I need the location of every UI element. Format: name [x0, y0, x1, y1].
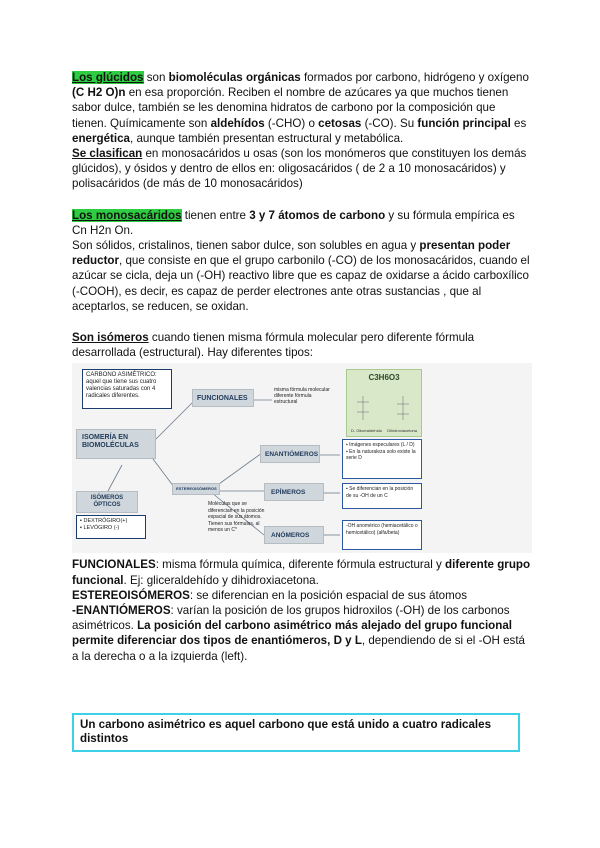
paragraph-isomeros: Son isómeros cuando tienen misma fórmula molecular pero diferente fórmula desarrollada (estructural). Hay diferentes tipos:	[72, 331, 475, 360]
structure-formula: C3H6O3	[368, 373, 400, 383]
structure-image	[346, 369, 422, 437]
term-funcionales: FUNCIONALES	[72, 558, 156, 572]
isomeros-opticos-box: ISÓMEROS ÓPTICOS	[76, 491, 138, 513]
isomeria-diagram	[72, 363, 532, 553]
estereoisomeros-box: ESTEREOISÓMEROS	[172, 483, 220, 495]
enantiomeros-details	[342, 439, 422, 479]
epimeros-details: ▪ Se diferencian en la posición de su -OH de un C	[342, 483, 422, 509]
heading-glucidos: Los glúcidos	[72, 71, 144, 84]
paragraph-monosacaridos: Los monosacáridos tienen entre 3 y 7 átomos de carbono y su fórmula empírica es Cn H2n On. Son sólidos, cristalinos, tienen sabor dulce, son solubles en agua y presentan poder reductor, que consiste en que el grupo carbonilo (-CO) de los monosacáridos, cuando el azúcar se cicla, deja un (-OH) reactivo libre que es capaz de oxidarse a ácido carboxílico (-COOH), es decir, es capaz de perder electrones ante otras sustancias , que al aceptarlos, se reducen, se oxidan.	[72, 208, 530, 313]
heading-isomeros: Son isómeros	[72, 331, 149, 345]
estereoisomeros-description: Moléculas que se diferencian en la posición espacial de sus átomos. Tienen sus fórmulas, al menos un C*	[208, 501, 265, 534]
term-enantiomeros: -ENANTIÓMEROS	[72, 604, 171, 618]
anomeros-box: ANÓMEROS	[264, 526, 324, 544]
term-estereoisomeros: ESTEREOISÓMEROS	[72, 588, 190, 602]
document-body	[72, 70, 532, 664]
paragraph-glucidos: Los glúcidos son biomoléculas orgánicas formados por carbono, hidrógeno y oxígeno (C H2 O)n en esa proporción. Reciben el nombre de azúcares ya que muchos tienen sabor dulce, también se les denomina hidratos de carbono por la composición que tienen. Químicamente son aldehídos (-CHO) o cetosas (-CO). Su función principal es energética, aunque también presentan estructural y metabólica. Se clasifican en monosacáridos u osas (son los monómeros que constituyen los demás glúcidos), y ósidos y dentro de ellos en: oligosacáridos ( de 2 a 10 monosacáridos) y polisacáridos (de más de 10 monosacáridos)	[72, 71, 529, 191]
epimeros-box: EPÍMEROS	[264, 483, 324, 501]
enantiomeros-box: ENANTIÓMEROS	[260, 445, 320, 463]
structure-label-left: D- Gliceraldehído	[351, 428, 383, 434]
optical-types-box	[76, 515, 146, 539]
dextrogiro-item: ▪ DEXTRÓGIRO(+)	[80, 518, 128, 525]
anomeros-details: -OH anomérico (hemiacetálico o hemicetálico) (alfa/beta)	[342, 520, 422, 550]
structure-label-right: Dihidroxiacetona	[387, 428, 417, 434]
enantiomeros-detail-2: ▪ En la naturaleza solo existe la serie D	[346, 448, 416, 462]
asymmetric-carbon-note: CARBONO ASIMÉTRICO: aquel que tiene sus cuatro valencias saturadas con 4 radicales diferentes.	[82, 369, 172, 409]
asymmetric-carbon-callout: Un carbono asimétrico es aquel carbono que está unido a cuatro radicales distintos	[72, 713, 520, 752]
funcionales-box: FUNCIONALES	[192, 389, 254, 407]
enantiomeros-detail-1: ▪ Imágenes especulares (L / D)	[346, 442, 415, 449]
formula-monosacaridos: Cn H2n On.	[72, 223, 134, 237]
levogiro-item: ▪ LEVÓGIRO (-)	[80, 525, 120, 532]
heading-monosacaridos: Los monosacáridos	[72, 208, 182, 222]
heading-clasifican: Se clasifican	[72, 147, 143, 161]
formula-glucidos: (C H2 O)n	[72, 86, 126, 100]
isomeria-root-box: ISOMERÍA EN BIOMOLÉCULAS	[76, 429, 156, 459]
paragraph-tipos: FUNCIONALES: misma fórmula química, diferente fórmula estructural y diferente grupo funcional. Ej: gliceraldehído y dihidroxiacetona. ESTEREOISÓMEROS: se diferencian en la posición espacial de sus átomos -ENANTIÓMEROS: varían la posición de los grupos hidroxilos (-OH) de los carbonos asimétricos. La posición del carbono asimétrico más alejado del grupo funcional permite diferenciar dos tipos de enantiómeros, D y L, dependiendo de si el -OH está a la derecha o a la izquierda (left).	[72, 558, 531, 663]
funcionales-description: misma fórmula molecular diferente fórmula estructural	[274, 387, 330, 406]
